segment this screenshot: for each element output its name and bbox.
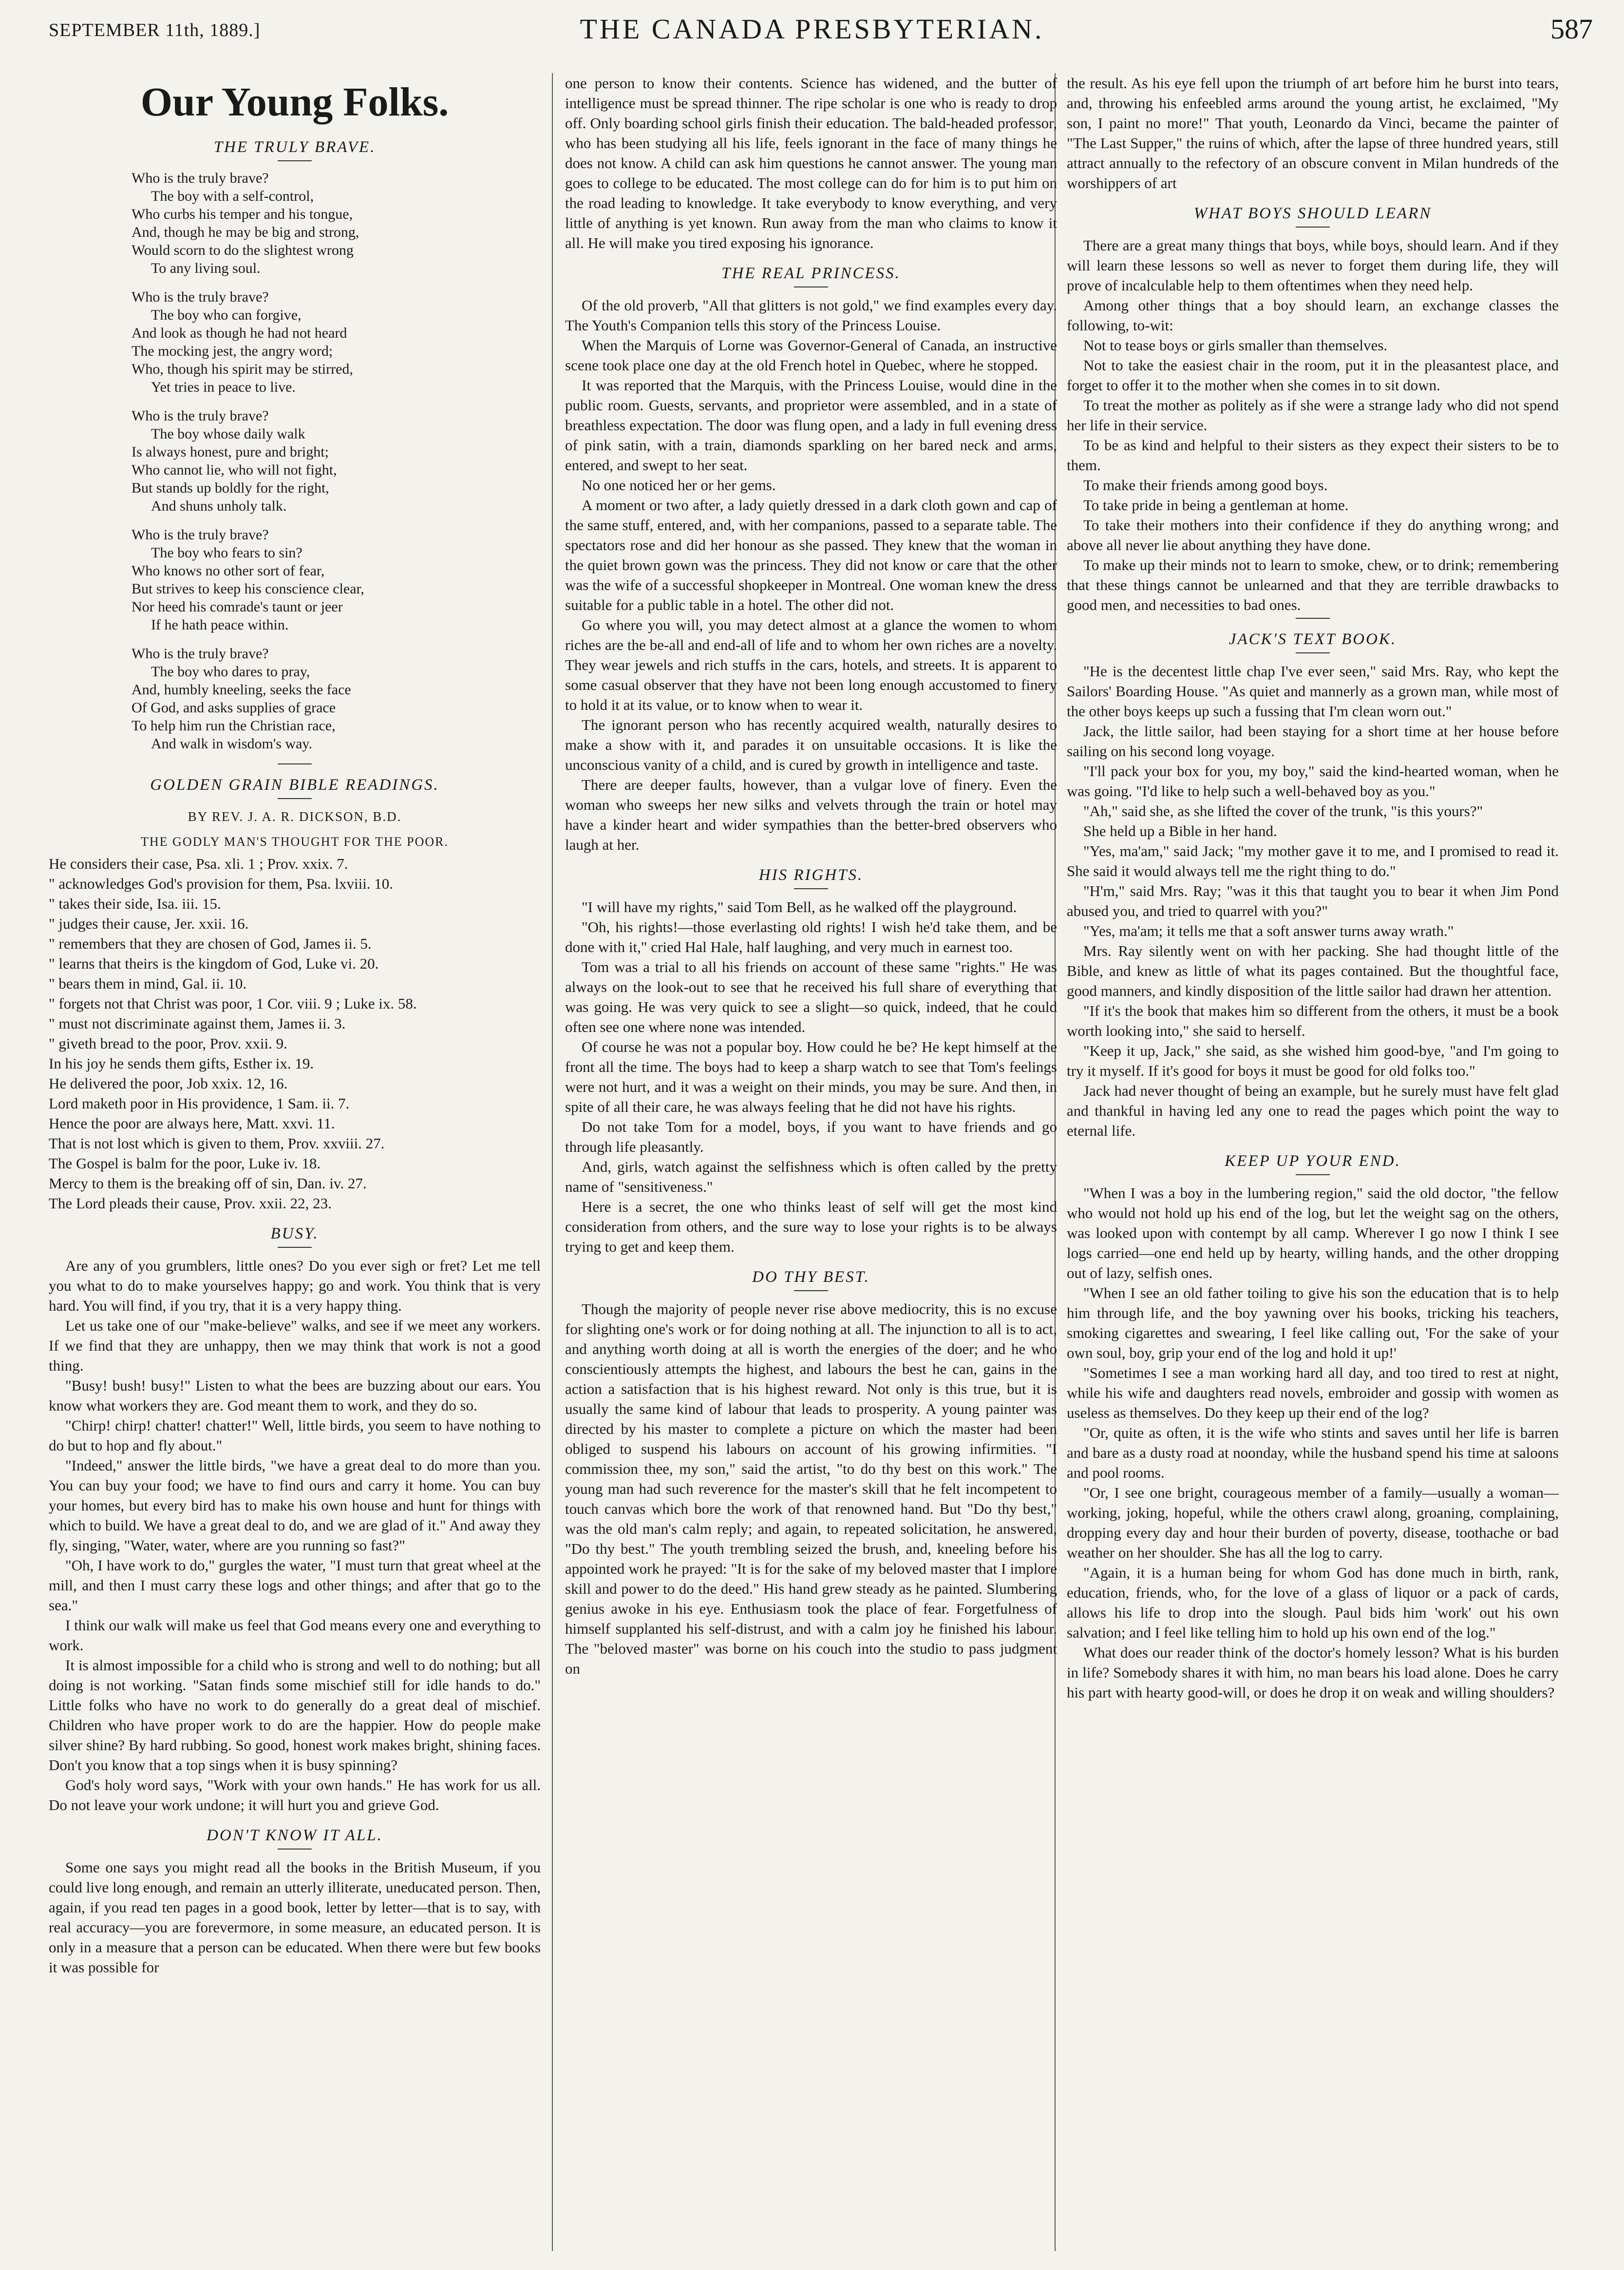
paragraph: Of course he was not a popular boy. How could he be? He kept himself at the front all the time. The boys had to keep a sharp watch to see that Tom's feelings were not hurt, and it was a weight on their minds, you may be sure. And then, in spite of all their care, he was always feeling that he did not have his rights. xyxy=(565,1038,1057,1115)
byline: BY REV. J. A. R. DICKSON, B.D. xyxy=(188,809,402,824)
paragraph: "Again, it is a human being for whom God has done much in birth, rank, education, friends, who, for the love of a glass of liquor or a pack of cards, allows his life to drop into the slough. Paul bids him 'work' out his own salvation; and I feel like telling him to hold up his own end of the log." xyxy=(1067,1564,1559,1641)
paragraph: "H'm," said Mrs. Ray; "was it this that taught you to bear it when Jim Pond abused you, and tried to quarrel with you?" xyxy=(1067,882,1559,919)
paragraph: " forgets not that Christ was poor, 1 Cor. viii. 9 ; Luke ix. 58. xyxy=(49,995,417,1012)
paragraph: "Indeed," answer the little birds, "we have a great deal to do more than you. You can buy your food; we have to find ours and carry it home. You can buy your homes, but every bird has to make his own house and hunt for things with which to build. We have a great deal to do, and we are glad of it." And away they fly, singing, "Water, water, where are you running so fast?" xyxy=(49,1457,541,1554)
poem-line: The boy who dares to pray, xyxy=(151,664,310,680)
divider xyxy=(1296,652,1330,653)
article-his-rights xyxy=(565,865,1057,1257)
paragraph: Let us take one of our "make-believe" walks, and see if we meet any workers. If we find that they are unhappy, then we may think that work is not a good thing. xyxy=(49,1317,541,1374)
article-heading: DO THY BEST. xyxy=(752,1268,870,1286)
paragraph: In his joy he sends them gifts, Esther ix. 19. xyxy=(49,1055,314,1072)
article-heading: JACK'S TEXT BOOK. xyxy=(1228,630,1397,648)
article-body xyxy=(565,295,1057,855)
article-body xyxy=(49,1256,541,1815)
paragraph: Of the old proverb, "All that glitters is not gold," we find examples every day. The Youth's Companion tells this story of the Princess Louise. xyxy=(565,297,1057,334)
newspaper-title: THE CANADA PRESBYTERIAN. xyxy=(580,13,1044,45)
divider xyxy=(278,160,312,161)
paragraph: Not to tease boys or girls smaller than themselves. xyxy=(1083,337,1388,354)
column-1 xyxy=(49,73,541,2256)
poem-line: Who is the truly brave? xyxy=(132,646,269,662)
paragraph: " judges their cause, Jer. xxii. 16. xyxy=(49,915,249,932)
article-body xyxy=(565,897,1057,1257)
paragraph: Jack had never thought of being an example, but he surely must have felt glad and thankful in having led any one to read the pages which point the way to eternal life. xyxy=(1067,1082,1559,1139)
article-heading: BUSY. xyxy=(270,1225,319,1242)
poem-line: And look as though he had not heard xyxy=(132,325,347,341)
paragraph: No one noticed her or her gems. xyxy=(582,477,776,494)
paragraph: "If it's the book that makes him so different from the others, it must be a book worth looking into," she said to herself. xyxy=(1067,1002,1559,1039)
article-truly-brave xyxy=(49,137,541,753)
divider xyxy=(278,763,312,764)
paragraph: " remembers that they are chosen of God, James ii. 5. xyxy=(49,935,372,952)
section-title: Our Young Folks. xyxy=(140,79,449,125)
poem-line: To help him run the Christian race, xyxy=(132,718,336,734)
article-what-boys xyxy=(1067,204,1559,615)
poem-line: The boy who fears to sin? xyxy=(151,545,302,561)
divider xyxy=(794,888,828,889)
paragraph: To make up their minds not to learn to smoke, chew, or to drink; remembering that these things cannot be unlearned and that they are terrible drawbacks to good men, and necessities to bad ones. xyxy=(1067,556,1559,613)
poem-line: To any living soul. xyxy=(151,260,261,276)
paragraph: To take pride in being a gentleman at home. xyxy=(1083,496,1349,514)
poem-line: Who is the truly brave? xyxy=(132,527,269,543)
poem-line: Nor heed his comrade's taunt or jeer xyxy=(132,599,343,615)
poem-line: Of God, and asks supplies of grace xyxy=(132,700,336,716)
article-heading: HIS RIGHTS. xyxy=(758,866,864,884)
poem-stanza xyxy=(132,169,541,277)
divider xyxy=(278,798,312,799)
paragraph: There are a great many things that boys, while boys, should learn. And if they will learn these lessons so well as never to forget them during life, they will prove of incalculable help to them oftentimes when they need help. xyxy=(1067,237,1559,294)
paragraph: "When I was a boy in the lumbering region," said the old doctor, "the fellow who would not hold up his end of the log, but let the weight sag on the others, was looked upon with contempt by all camp. Wherever I go now I think I see logs carried—one end held up by hearty, willing hands, and the other dropping out of lazy, selfish ones. xyxy=(1067,1184,1559,1281)
paragraph: A moment or two after, a lady quietly dressed in a dark cloth gown and cap of the same stuff, entered, and, with her companions, passed to a separate table. The spectators rose and did her honour as she passed. They knew that the woman in the quiet brown gown was the princess. They did not know or care that the other was the wife of a successful shopkeeper in Montreal. One woman knew the dress suitable for a public table in a hotel. The other did not. xyxy=(565,496,1057,613)
paragraph: "Or, I see one bright, courageous member of a family—usually a woman—working, joking, hopeful, while the others crawl along, groaning, complaining, dropping every day and hour their burden of poverty, disease, toothache or bad weather on her shoulder. She has all the log to carry. xyxy=(1067,1484,1559,1561)
article-real-princess xyxy=(565,264,1057,855)
paragraph: Are any of you grumblers, little ones? Do you ever sigh or fret? Let me tell you what to do to make yourselves happy; go and work. You think that is very hard. You will find, if you try, that it is a very happy thing. xyxy=(49,1257,541,1314)
poem-stanza xyxy=(132,645,541,753)
divider xyxy=(1296,618,1330,619)
divider xyxy=(278,1247,312,1248)
paragraph: I think our walk will make us feel that God means every one and everything to work. xyxy=(49,1617,541,1654)
continued-text: the result. As his eye fell upon the triumph of art before him he burst into tears, and, throwing his enfeebled arms around the young artist, he exclaimed, "My son, I paint no more!" That youth, Leonardo da Vinci, became the painter of "The Last Supper," the ruins of which, after the lapse of three hundred years, still attract annually to the refectory of an obscure convent in Milan hundreds of the worshippers of art xyxy=(1067,75,1559,191)
poem-line: Who is the truly brave? xyxy=(132,289,269,305)
divider xyxy=(794,1290,828,1291)
paragraph: Mrs. Ray silently went on with her packing. She had thought little of the Bible, and knew as little of what its pages contained. But the thoughtful face, good manners, and kindly disposition of the little sailor had drawn her attention. xyxy=(1067,942,1559,999)
poem-line: If he hath peace within. xyxy=(151,617,289,633)
poem-line: Who is the truly brave? xyxy=(132,408,269,424)
paragraph: That is not lost which is given to them, Prov. xxviii. 27. xyxy=(49,1135,385,1152)
article-body xyxy=(1067,235,1559,615)
article-body xyxy=(1067,661,1559,1141)
paragraph: Among other things that a boy should learn, an exchange classes the following, to-wit: xyxy=(1067,297,1559,334)
article-busy xyxy=(49,1224,541,1815)
article-heading: THE TRULY BRAVE. xyxy=(213,138,376,156)
poem xyxy=(49,169,541,753)
paragraph: The ignorant person who has recently acquired wealth, naturally desires to make a show with it, and parades it on unsuitable occasions. It is like the unconscious vanity of a child, and is cured by growth in intelligence and taste. xyxy=(565,716,1057,773)
poem-stanza xyxy=(132,288,541,396)
paragraph: "Oh, I have work to do," gurgles the water, "I must turn that great wheel at the mill, and then I must carry these logs and other things; and after that go to the sea." xyxy=(49,1557,541,1614)
paragraph: Some one says you might read all the books in the British Museum, if you could live long enough, and remain an utterly illiterate, uneducated person. Then, again, if you read ten pages in a good book, letter by letter—that is to say, with real accuracy—you are forevermore, in some measure, an educated person. It is only in a measure that a person can be educated. When there were but few books it was possible for xyxy=(49,1859,541,1976)
paragraph: "I will have my rights," said Tom Bell, as he walked off the playground. xyxy=(582,898,1017,916)
divider xyxy=(278,1849,312,1850)
poem-stanza xyxy=(132,407,541,515)
paragraph: To make their friends among good boys. xyxy=(1083,477,1328,494)
paragraph: " learns that theirs is the kingdom of God, Luke vi. 20. xyxy=(49,955,379,972)
paragraph: "He is the decentest little chap I've ever seen," said Mrs. Ray, who kept the Sailors' Boarding House. "As quiet and mannerly as a grown man, while most of the other boys keeps up such a fussing that I'm clean worn out." xyxy=(1067,663,1559,720)
divider xyxy=(794,286,828,287)
article-keep-up xyxy=(1067,1151,1559,1702)
paragraph: It is almost impossible for a child who is strong and well to do nothing; but all doing is not working. "Satan finds some mischief still for idle hands to do." Little folks who have no work to do generally do a great deal of mischief. Children who have proper work to do are the happier. How do people make silver shine? By hard rubbing. So good, honest work makes bright, shining faces. Don't you know that a top sings when it is busy spinning? xyxy=(49,1657,541,1774)
poem-line: The mocking jest, the angry word; xyxy=(132,343,333,359)
paragraph: Go where you will, you may detect almost at a glance the women to whom riches are the be-all and end-all of life and to whom her own riches are a novelty. They wear jewels and rich stuffs in the cars, hotels, and streets. It is apparent to some casual observer that they have not been long enough accustomed to finery to hold it at its value, or to know when to wear it. xyxy=(565,616,1057,713)
paragraph: The Lord pleads their cause, Prov. xxii. 22, 23. xyxy=(49,1195,332,1212)
article-body xyxy=(49,1857,541,1977)
poem-line: Who knows no other sort of fear, xyxy=(132,563,325,579)
poem-line: And walk in wisdom's way. xyxy=(151,736,312,752)
poem-line: Who, though his spirit may be stirred, xyxy=(132,361,353,377)
poem-line: And, though he may be big and strong, xyxy=(132,224,359,240)
paragraph: And, girls, watch against the selfishness which is often called by the pretty name of "sensitiveness." xyxy=(565,1158,1057,1195)
issue-date: SEPTEMBER 11th, 1889.] xyxy=(49,20,261,40)
column-rule xyxy=(552,73,553,2251)
poem-line: Who curbs his temper and his tongue, xyxy=(132,206,353,222)
paragraph: " takes their side, Isa. iii. 15. xyxy=(49,895,221,912)
poem-line: Who cannot lie, who will not fight, xyxy=(132,462,337,478)
article-heading: GOLDEN GRAIN BIBLE READINGS. xyxy=(150,776,439,794)
paragraph: " acknowledges God's provision for them, Psa. lxviii. 10. xyxy=(49,875,394,892)
poem-line: But stands up boldly for the right, xyxy=(132,480,329,496)
paragraph: To be as kind and helpful to their sisters as they expect their sisters to be to them. xyxy=(1067,437,1559,474)
article-jacks-text xyxy=(1067,618,1559,1141)
poem-line: The boy with a self-control, xyxy=(151,188,314,204)
paragraph: "Yes, ma'am," said Jack; "my mother gave it to me, and I promised to read it. She said it would always tell me the right thing to do." xyxy=(1067,842,1559,879)
article-heading: KEEP UP YOUR END. xyxy=(1225,1152,1401,1170)
poem-line: The boy whose daily walk xyxy=(151,426,305,442)
paragraph: Do not take Tom for a model, boys, if you want to have friends and go through life pleasantly. xyxy=(565,1118,1057,1155)
poem-line: The boy who can forgive, xyxy=(151,307,302,323)
divider xyxy=(1296,227,1330,228)
paragraph: What does our reader think of the doctor's homely lesson? What is his burden in life? Somebody shares it with him, no man bears his load alone. Does he carry his part with hearty good-will, or does he drop it on weak and willing shoulders? xyxy=(1067,1644,1559,1701)
article-heading: THE REAL PRINCESS. xyxy=(721,265,901,282)
paragraph: "I'll pack your box for you, my boy," said the kind-hearted woman, when he was going. "I'd like to help such a well-behaved boy as you." xyxy=(1067,763,1559,800)
continued-text: one person to know their contents. Science has widened, and the butter of intelligence must be spread thinner. The ripe scholar is one who is ready to drop off. Only boarding school girls finish their education. The bald-headed professor, who has been studying all his life, feels ignorant in the face of many things he does not know. A child can ask him questions he cannot answer. The young man goes to college to be educated. The most college can do for him is to put him on the road leading to knowledge. It take everybody to know everything, and very little of anything is yet known. Run away from the man who claims to know it all. He will make you tired exposing his ignorance. xyxy=(565,75,1057,251)
paragraph: Jack, the little sailor, had been staying for a short time at her house before sailing on his second long voyage. xyxy=(1067,723,1559,760)
poem-line: And, humbly kneeling, seeks the face xyxy=(132,682,351,698)
paragraph: There are deeper faults, however, than a vulgar love of finery. Even the woman who sweeps her new silks and velvets through the train or hotel may have a kinder heart and wider sympathies than the better-bred observers who laugh at her. xyxy=(565,776,1057,853)
subhead: THE GODLY MAN'S THOUGHT FOR THE POOR. xyxy=(141,835,449,849)
paragraph: She held up a Bible in her hand. xyxy=(1083,822,1277,839)
divider xyxy=(1296,1174,1330,1175)
article-dont-know xyxy=(49,1826,541,1977)
poem-line: Who is the truly brave? xyxy=(132,170,269,186)
poem-line: Yet tries in peace to live. xyxy=(151,379,296,395)
paragraph: God's holy word says, "Work with your own hands." He has work for us all. Do not leave your work undone; it will hurt you and grieve God. xyxy=(49,1776,541,1813)
paragraph: Not to take the easiest chair in the room, put it in the pleasantest place, and forget to offer it to the mother when she comes in to sit down. xyxy=(1067,357,1559,394)
paragraph: "Chirp! chirp! chatter! chatter!" Well, little birds, you seem to have nothing to do but to hop and fly about." xyxy=(49,1417,541,1454)
paragraph: Though the majority of people never rise above mediocrity, this is no excuse for slighting one's work or for doing nothing at all. The injunction to all is to act, and anything worth doing at all is worth the energies of the doer; and he who conscientiously attempts the highest, and labours the best he can, gains in the action a satisfaction that is his highest reward. Not only is this true, but it is usually the same kind of labour that leads to prosperity. A young painter was directed by his master to complete a picture on which the master had been obliged to suspend his labours on account of his growing infirmities. "I commission thee, my son," said the artist, "to do thy best on this work." The young man had such reverence for the master's skill that he felt incompetent to touch canvas which bore the work of that renowned hand. But "Do thy best," was the old man's calm reply; and again, to repeated solicitation, he answered, "Do thy best." The youth trembling seized the brush, and, kneeling before his appointed work he prayed: "It is for the sake of my beloved master that I implore skill and power to do the deed." His hand grew steady as he painted. Slumbering genius awoke in his eye. Enthusiasm took the place of fear. Forgetfulness of himself supplanted his self-distrust, and with a calm joy he finished his labour. The "beloved master" was borne on his couch into the studio to pass judgment on xyxy=(565,1300,1057,1677)
article-heading: WHAT BOYS SHOULD LEARN xyxy=(1193,205,1432,222)
paragraph: "Or, quite as often, it is the wife who stints and saves until her life is barren and bare as a dusty road at noonday, while the husband spend his time at saloons and pool rooms. xyxy=(1067,1424,1559,1481)
paragraph: He delivered the poor, Job xxix. 12, 16. xyxy=(49,1075,288,1092)
article-golden-grain xyxy=(49,763,541,1213)
poem-line: And shuns unholy talk. xyxy=(151,498,287,514)
article-body xyxy=(565,1299,1057,1679)
masthead xyxy=(0,0,1624,63)
poem-stanza xyxy=(132,526,541,634)
paragraph: " bears them in mind, Gal. ii. 10. xyxy=(49,975,247,992)
article-heading: DON'T KNOW IT ALL. xyxy=(207,1827,383,1844)
paragraph: "Yes, ma'am; it tells me that a soft answer turns away wrath." xyxy=(1083,922,1454,939)
page-number: 587 xyxy=(1550,13,1593,45)
article-do-thy-best xyxy=(565,1267,1057,1679)
paragraph: "Busy! bush! busy!" Listen to what the bees are buzzing about our ears. You know what workers they are. God meant them to work, and they do so. xyxy=(49,1377,541,1414)
paragraph: " giveth bread to the poor, Prov. xxii. 9. xyxy=(49,1035,287,1052)
poem-line: Is always honest, pure and bright; xyxy=(132,444,329,460)
paragraph: Tom was a trial to all his friends on account of these same "rights." He was always on the look-out to see that he received his full share of everything that was going. He was very quick to see a slight—so quick, indeed, that he could often see one where none was intended. xyxy=(565,958,1057,1035)
paragraph: Here is a secret, the one who thinks least of self will get the most kind consideration from others, and the sure way to lose your rights is to be always trying to get and keep them. xyxy=(565,1198,1057,1255)
poem-line: Would scorn to do the slightest wrong xyxy=(132,242,354,258)
paragraph: The Gospel is balm for the poor, Luke iv. 18. xyxy=(49,1155,321,1172)
poem-line: But strives to keep his conscience clear, xyxy=(132,581,364,597)
paragraph: It was reported that the Marquis, with the Princess Louise, would dine in the public room. Guests, servants, and proprietor were assembled, and in a state of breathless expectation. The door was flung open, and a lady in full evening dress of pink satin, with a train, diamonds sparkling on her bared neck and arms, entered, and swept to her seat. xyxy=(565,377,1057,474)
paragraph: "Oh, his rights!—those everlasting old rights! I wish he'd take them, and be done with it," cried Hal Hale, half laughing, and very much in earnest too. xyxy=(565,918,1057,955)
paragraph: Lord maketh poor in His providence, 1 Sam. ii. 7. xyxy=(49,1095,350,1112)
paragraph: Hence the poor are always here, Matt. xxvi. 11. xyxy=(49,1115,335,1132)
paragraph: Mercy to them is the breaking off of sin, Dan. iv. 27. xyxy=(49,1175,367,1192)
paragraph: "When I see an old father toiling to give his son the education that is to help him through life, and the boy yawning over his books, tricking his teachers, smoking cigarettes and swearing, I feel like calling out, 'For the sake of your own soul, boy, grip your end of the log and hold it up!' xyxy=(1067,1284,1559,1361)
paragraph: To treat the mother as politely as if she were a strange lady who did not spend her life in their service. xyxy=(1067,397,1559,434)
paragraph: To take their mothers into their confidence if they do anything wrong; and above all never lie about anything they have done. xyxy=(1067,516,1559,553)
column-3 xyxy=(1067,73,1559,2256)
paragraph: "Keep it up, Jack," she said, as she wished him good-bye, "and I'm going to try it myself. If it's good for boys it must be good for old folks too." xyxy=(1067,1042,1559,1079)
paragraph: When the Marquis of Lorne was Governor-General of Canada, an instructive scene took place one day at the old French hotel in Quebec, where he stopped. xyxy=(565,337,1057,374)
paragraph: "Sometimes I see a man working hard all day, and too tired to rest at night, while his wife and daughters read novels, embroider and gossip with women as useless as themselves. Do they keep up their end of the log? xyxy=(1067,1364,1559,1421)
reading-list xyxy=(49,854,541,1213)
column-2 xyxy=(565,73,1057,2256)
paragraph: "Ah," said she, as she lifted the cover of the trunk, "is this yours?" xyxy=(1083,802,1483,820)
paragraph: He considers their case, Psa. xli. 1 ; Prov. xxix. 7. xyxy=(49,855,348,872)
article-body xyxy=(1067,1183,1559,1702)
paragraph: " must not discriminate against them, James ii. 3. xyxy=(49,1015,346,1032)
